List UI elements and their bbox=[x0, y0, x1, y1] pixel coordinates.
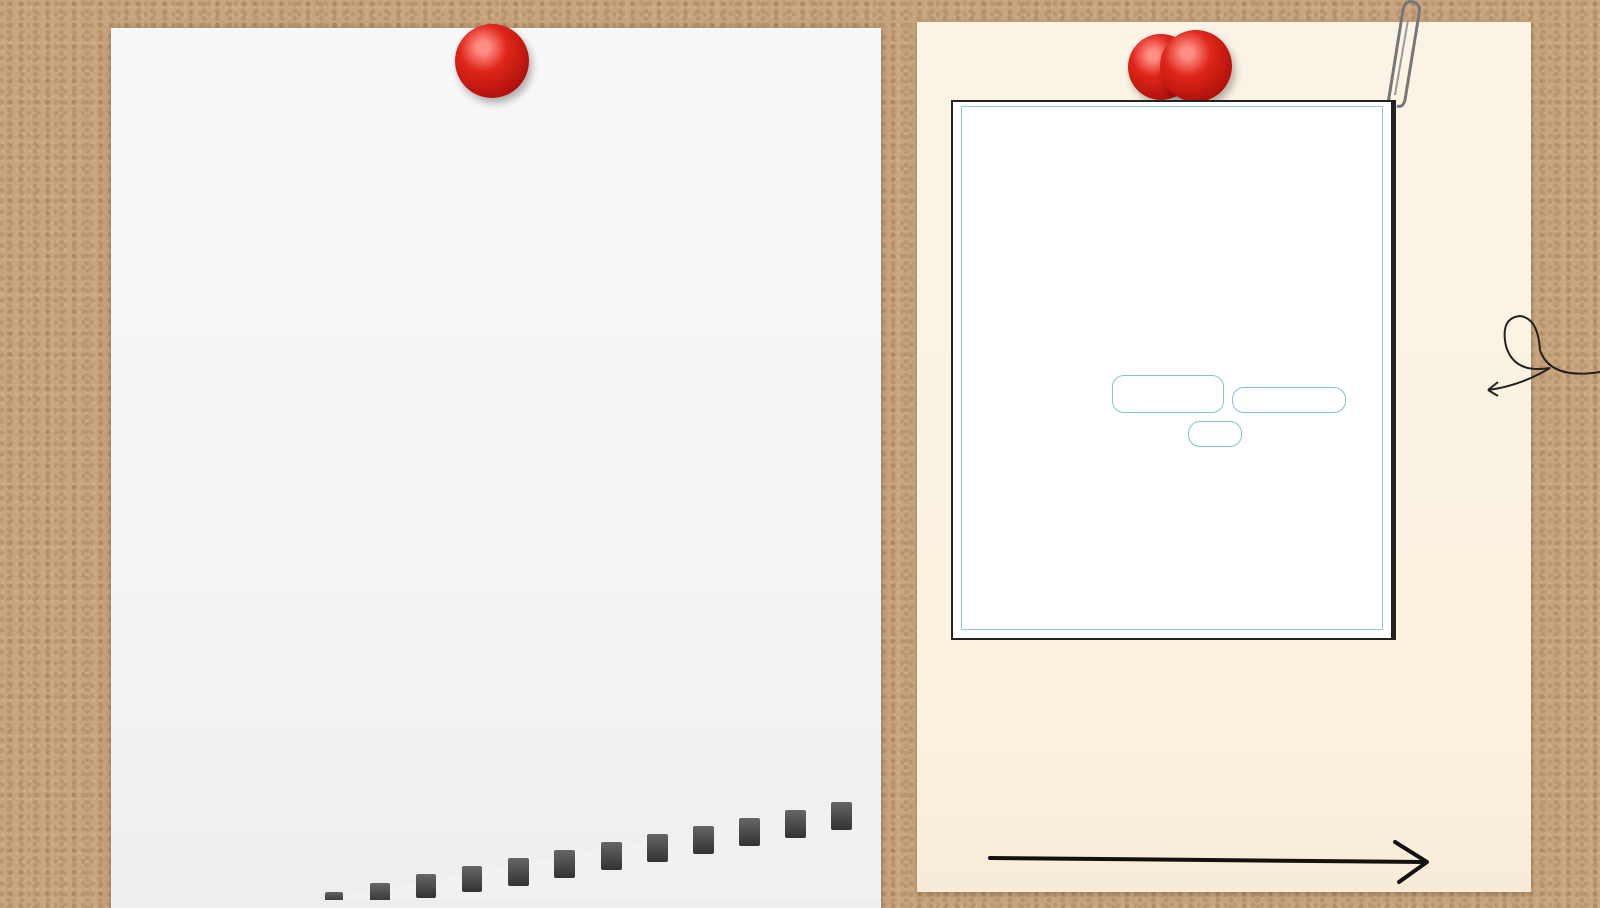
speech-bubble-thanks bbox=[1188, 421, 1242, 447]
notebook-tabs bbox=[320, 800, 880, 900]
curly-arrow-icon bbox=[1480, 310, 1600, 410]
clock-worksheet-image bbox=[951, 100, 1396, 640]
speech-bubble-answer bbox=[1232, 387, 1346, 413]
right-arrow-icon bbox=[985, 838, 1445, 888]
worksheet-frame bbox=[961, 106, 1383, 630]
left-note-card bbox=[111, 28, 881, 908]
push-pin-icon bbox=[455, 24, 529, 98]
speech-bubble-question bbox=[1112, 375, 1224, 413]
push-pin-icon bbox=[1160, 30, 1232, 102]
torn-edge-decoration bbox=[320, 800, 880, 900]
